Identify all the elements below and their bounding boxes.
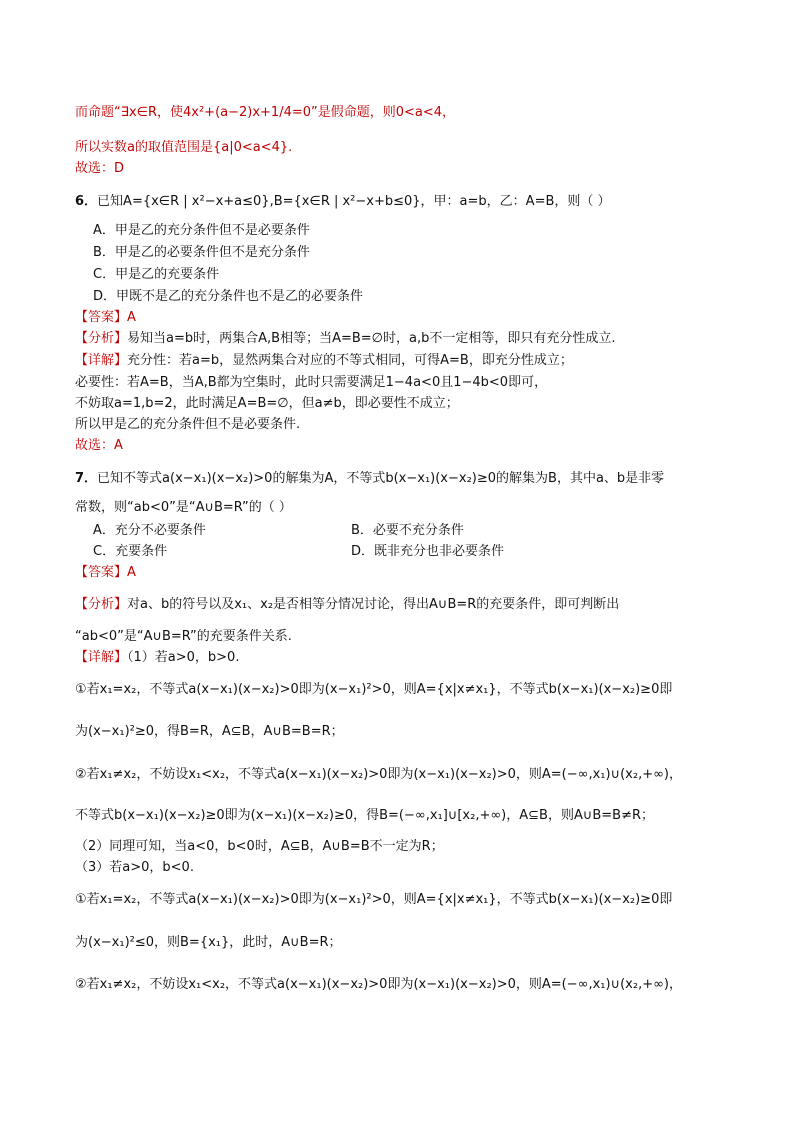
q7-detail-5: 不等式b(x−x₁)(x−x₂)≥0即为(x−x₁)(x−x₂)≥0，得B=(−∞,x₁]∪[x₂,+∞)，A⊆B，则A∪B=B≠R；	[75, 808, 655, 823]
analysis-text: 易知当a=b时，两集合A,B相等；当A=B=∅时，a,b不一定相等，即只有充分性成立.	[127, 331, 616, 346]
question-number: 7．	[75, 471, 98, 486]
q7-detail-2: ①若x₁=x₂，不等式a(x−x₁)(x−x₂)>0即为(x−x₁)²>0，则A={x|x≠x₁}，不等式b(x−x₁)(x−x₂)≥0即	[75, 682, 673, 697]
analysis-tag: 【分析】	[75, 597, 128, 612]
prev-answer-choice: 故选：D	[75, 161, 125, 176]
q6-detail-4: 所以甲是乙的充分条件但不是必要条件.	[75, 417, 301, 432]
q7-detail-1	[75, 649, 239, 667]
question-text: 已知A={x∈R | x²−x+a≤0},B={x∈R | x²−x+b≤0}，甲：a=b，乙：A=B，则（ ）	[97, 194, 611, 209]
q6-detail-1	[75, 352, 573, 370]
q7-detail-9: 为(x−x₁)²≤0，则B={x₁}，此时，A∪B=R；	[75, 935, 342, 950]
q7-detail-4: ②若x₁≠x₂，不妨设x₁<x₂，不等式a(x−x₁)(x−x₂)>0即为(x−x₁)(x−x₂)>0，则A=(−∞,x₁)∪(x₂,+∞)，	[75, 767, 682, 782]
question-7-stem	[75, 470, 664, 488]
q7-detail-7: （3）若a>0，b<0.	[75, 860, 194, 875]
q7-option-a: A．充分不必要条件	[93, 523, 206, 538]
detail-text: （1）若a>0，b>0.	[127, 650, 240, 665]
q7-analysis-cont: “ab<0”是“A∪B=R”的充要条件关系.	[75, 629, 292, 644]
q7-detail-6: （2）同理可知，当a<0，b<0时，A⊆B，A∪B=B不一定为R；	[75, 839, 444, 854]
question-number: 6．	[75, 194, 98, 209]
q7-detail-8: ①若x₁=x₂，不等式a(x−x₁)(x−x₂)>0即为(x−x₁)²>0，则A={x|x≠x₁}，不等式b(x−x₁)(x−x₂)≥0即	[75, 892, 673, 907]
q7-answer: 【答案】A	[75, 565, 136, 580]
q7-analysis	[75, 596, 619, 614]
prev-solution-line-2: 所以实数a的取值范围是{a|0<a<4}.	[75, 140, 293, 155]
prev-solution-line-1: 而命题“∃x∈R，使4x²+(a−2)x+1/4=0”是假命题，则0<a<4，	[75, 105, 456, 120]
q6-detail-2: 必要性：若A=B，当A,B都为空集时，此时只需要满足1−4a<0且1−4b<0即可，	[75, 375, 548, 390]
q6-answer: 【答案】A	[75, 310, 136, 325]
q7-option-c: C．充要条件	[93, 544, 168, 559]
detail-tag: 【详解】	[75, 650, 128, 665]
analysis-text: 对a、b的符号以及x₁、x₂是否相等分情况讨论，得出A∪B=R的充要条件，即可判断出	[127, 597, 620, 612]
question-text: 已知不等式a(x−x₁)(x−x₂)>0的解集为A，不等式b(x−x₁)(x−x₂)≥0的解集为B，其中a、b是非零	[97, 471, 665, 486]
q7-option-d: D．既非充分也非必要条件	[351, 544, 505, 559]
question-7-stem-cont: 常数，则“ab<0”是“A∪B=R”的（ ）	[75, 500, 292, 515]
q6-option-a: A．甲是乙的充分条件但不是必要条件	[93, 223, 310, 238]
detail-text: 充分性：若a=b，显然两集合对应的不等式相同，可得A=B，即充分性成立；	[127, 353, 573, 368]
q6-option-b: B．甲是乙的必要条件但不是充分条件	[93, 245, 310, 260]
q6-option-c: C．甲是乙的充要条件	[93, 267, 220, 282]
question-6-stem	[75, 193, 611, 211]
q7-detail-3: 为(x−x₁)²≥0，得B=R，A⊆B，A∪B=B=R；	[75, 724, 344, 739]
q6-option-d: D．甲既不是乙的充分条件也不是乙的必要条件	[93, 289, 364, 304]
q6-choice: 故选：A	[75, 438, 123, 453]
detail-tag: 【详解】	[75, 353, 128, 368]
q7-detail-10: ②若x₁≠x₂，不妨设x₁<x₂，不等式a(x−x₁)(x−x₂)>0即为(x−x₁)(x−x₂)>0，则A=(−∞,x₁)∪(x₂,+∞)，	[75, 977, 682, 992]
analysis-tag: 【分析】	[75, 331, 128, 346]
q6-analysis	[75, 330, 615, 348]
q6-detail-3: 不妨取a=1,b=2，此时满足A=B=∅，但a≠b，即必要性不成立；	[75, 396, 459, 411]
q7-option-b: B．必要不充分条件	[351, 523, 464, 538]
